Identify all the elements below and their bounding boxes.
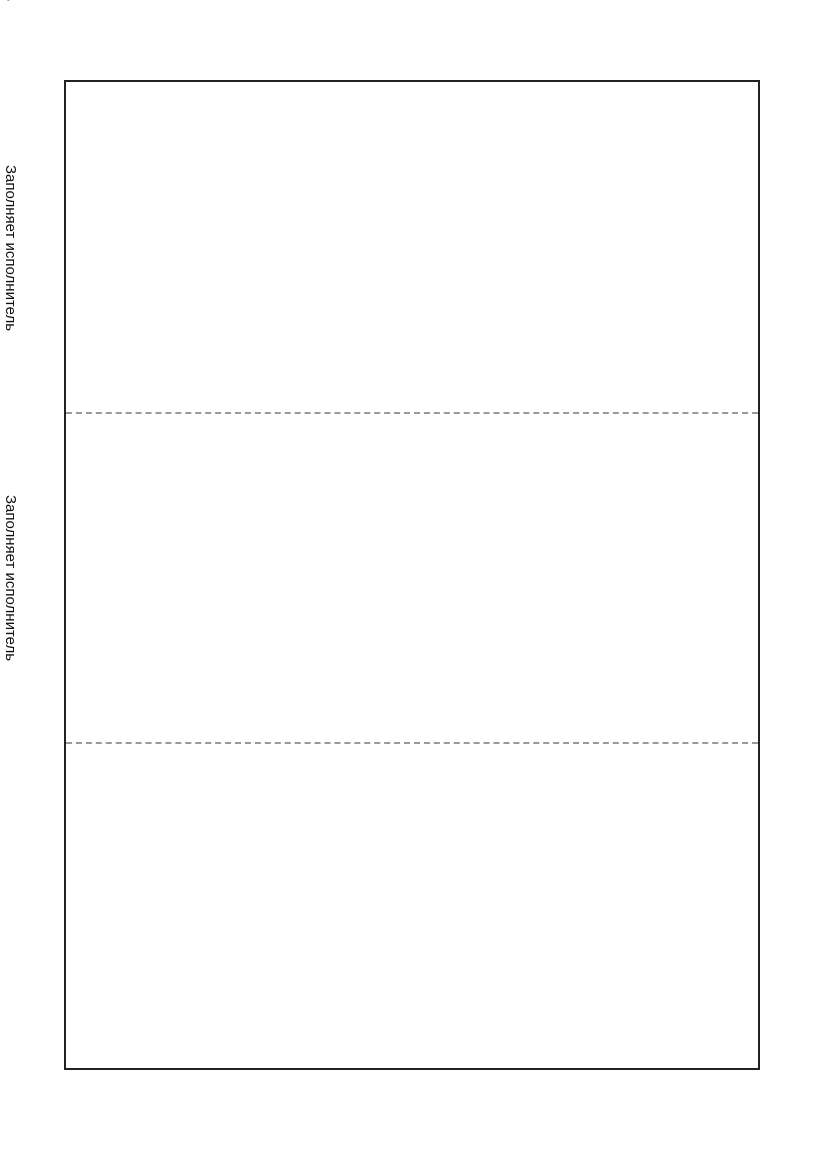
warranty-coupon [0,84,66,412]
section-heading: Заполняет исполнитель [1,164,19,332]
warranty-coupon [0,414,66,742]
warranty-card-frame [1,80,760,1070]
cut-line [66,742,758,744]
cut-line [66,412,758,414]
section-heading [2,0,19,82]
warranty-coupon [0,0,66,82]
section-heading: Заполняет исполнитель [1,494,19,662]
